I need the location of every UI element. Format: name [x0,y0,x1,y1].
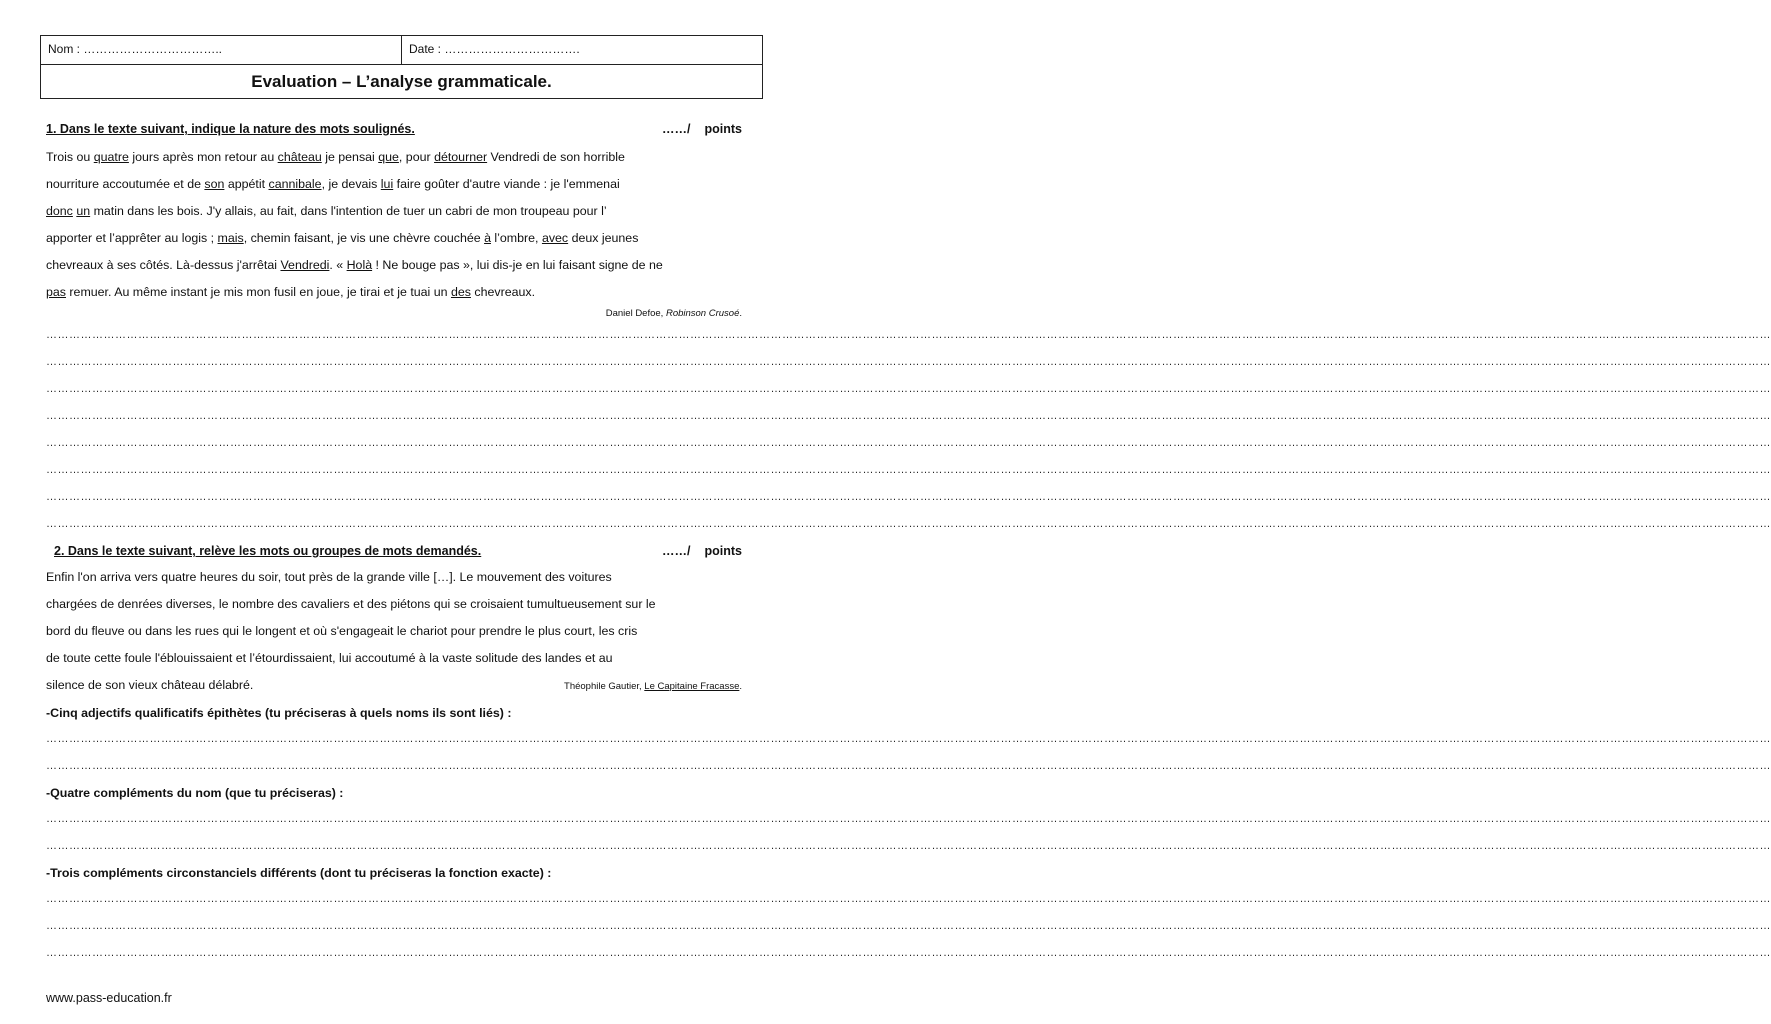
answer-line[interactable]: ……………………………………………………………………………………………………………………………………………………………………………………………………………………………………………………………………………………………………………………………………………………………………………………………………………… [46,329,1771,341]
passage-text: . « [329,258,347,272]
page-title: Evaluation – L’analyse grammaticale. [251,72,552,91]
passage-text: , pour [398,150,435,164]
question-1 [46,122,1771,538]
passage-text: , je devais [321,177,381,191]
underlined-word: cannibale [268,177,322,191]
underlined-word: lui [380,177,394,191]
passage-text: Trois ou [46,150,94,164]
passage-line: bord du fleuve ou dans les rues qui le longent et où s'engageait le chariot pour prendre le plus court, les cris [46,624,638,638]
answer-line[interactable]: ……………………………………………………………………………………………………………………………………………………………………………………………………………………………………………………………………………………………………………………………………………………………………………………………………………… [46,840,1771,852]
passage-text: Vendredi de son horrible [487,150,625,164]
passage-text: ! Ne bouge pas », lui dis-je en lui faisant signe de ne [372,258,663,272]
source-end: . [739,681,742,692]
passage-text: appétit [224,177,269,191]
question-1-answer-lines [46,322,1771,538]
name-date-row [41,36,762,65]
points-label: points [704,122,742,136]
name-field: Nom : …………………………….. [48,42,223,56]
question-1-points [648,122,742,142]
subquestion-label: -Cinq adjectifs qualificatifs épithètes (tu préciseras à quels noms ils sont liés) : [46,706,512,720]
points-blank: ……/ [662,122,691,136]
underlined-word: des [450,285,471,299]
passage-line [46,252,742,279]
question-2-instruction: 2. Dans le texte suivant, relève les mots ou groupes de mots demandés. [54,544,482,558]
passage-text: chevreaux à ses côtés. Là-dessus j'arrêtai [46,258,281,272]
answer-line[interactable]: ……………………………………………………………………………………………………………………………………………………………………………………………………………………………………………………………………………………………………………………………………………………………………………………………………………… [46,893,1771,905]
underlined-word: un [76,204,91,218]
source-author: Daniel Defoe, [605,308,666,319]
points-label: points [704,544,742,558]
answer-line[interactable]: ……………………………………………………………………………………………………………………………………………………………………………………………………………………………………………………………………………………………………………………………………………………………………………………………………………… [46,491,1771,503]
passage-text: faire goûter d'autre viande : je l'emmenai [393,177,620,191]
passage-text: , chemin faisant, je vis une chèvre couchée [243,231,485,245]
underlined-word: pas [46,285,66,299]
underlined-word: mais [217,231,244,245]
passage-line [46,144,742,171]
answer-line[interactable]: ……………………………………………………………………………………………………………………………………………………………………………………………………………………………………………………………………………………………………………………………………………………………………………………………………………… [46,464,1771,476]
underlined-word: que [378,150,399,164]
underlined-word: à [484,231,491,245]
passage-line [46,279,742,306]
answer-line[interactable]: ……………………………………………………………………………………………………………………………………………………………………………………………………………………………………………………………………………………………………………………………………………………………………………………………………………… [46,920,1771,932]
passage-line [46,198,742,225]
underlined-word: avec [541,231,569,245]
passage-text: je pensai [321,150,379,164]
passage-text: chevreaux. [470,285,536,299]
answer-line[interactable]: ……………………………………………………………………………………………………………………………………………………………………………………………………………………………………………………………………………………………………………………………………………………………………………………………………………… [46,813,1771,825]
passage-text: l’ombre, [490,231,542,245]
source-work: Robinson Crusoé [665,308,740,319]
underlined-word: détourner [434,150,488,164]
passage-line [46,225,742,252]
points-blank: ……/ [662,544,691,558]
question-2-passage [46,564,742,672]
source-author: Théophile Gautier, [564,681,645,692]
underlined-word: Vendredi [280,258,330,272]
question-2-points [648,544,742,564]
underlined-word: donc [46,204,73,218]
source-end: . [739,308,742,319]
question-2-source [564,673,742,700]
underlined-word: son [204,177,225,191]
passage-text: deux jeunes [568,231,639,245]
question-2-subquestions [46,700,1771,967]
answer-line[interactable]: ……………………………………………………………………………………………………………………………………………………………………………………………………………………………………………………………………………………………………………………………………………………………………………………………………………… [46,518,1771,530]
question-1-header [46,122,742,142]
answer-line[interactable]: ……………………………………………………………………………………………………………………………………………………………………………………………………………………………………………………………………………………………………………………………………………………………………………………………………………… [46,760,1771,772]
passage-text: jours après mon retour au [128,150,278,164]
header-box [40,35,763,99]
answer-line[interactable]: ……………………………………………………………………………………………………………………………………………………………………………………………………………………………………………………………………………………………………………………………………………………………………………………………………………… [46,437,1771,449]
passage-line: de toute cette foule l'éblouissaient et l’étourdissaient, lui accoutumé à la vaste solitude des landes et au [46,651,613,665]
question-2-last-line [46,672,742,700]
answer-line[interactable]: ……………………………………………………………………………………………………………………………………………………………………………………………………………………………………………………………………………………………………………………………………………………………………………………………………………… [46,733,1771,745]
question-1-instruction: 1. Dans le texte suivant, indique la nature des mots soulignés. [46,122,415,136]
underlined-word: Holà [346,258,373,272]
passage-text: remuer. Au même instant je mis mon fusil en joue, je tirai et je tuai un [65,285,451,299]
source-work: Le Capitaine Fracasse [644,681,740,692]
question-2 [46,544,1771,967]
passage-line [46,171,742,198]
passage-text: matin dans les bois. J'y allais, au fait, dans l'intention de tuer un cabri de mon troupeau pour l’ [90,204,607,218]
footer-url: www.pass-education.fr [46,991,172,1005]
underlined-word: quatre [93,150,129,164]
question-1-source [46,306,742,322]
passage-text: apporter et l’apprêter au logis ; [46,231,218,245]
answer-line[interactable]: ……………………………………………………………………………………………………………………………………………………………………………………………………………………………………………………………………………………………………………………………………………………………………………………………………………… [46,947,1771,959]
question-1-passage [46,144,742,306]
subquestion-label: -Quatre compléments du nom (que tu préciseras) : [46,786,344,800]
passage-text: nourriture accoutumée et de [46,177,205,191]
date-field: Date : ……………………………. [401,36,762,64]
passage-line: Enfin l'on arriva vers quatre heures du soir, tout près de la grande ville […]. Le mouvement des voitures [46,570,612,584]
answer-line[interactable]: ……………………………………………………………………………………………………………………………………………………………………………………………………………………………………………………………………………………………………………………………………………………………………………………………………………… [46,410,1771,422]
answer-line[interactable]: ……………………………………………………………………………………………………………………………………………………………………………………………………………………………………………………………………………………………………………………………………………………………………………………………………………… [46,383,1771,395]
passage-last-line: silence de son vieux château délabré. [46,678,254,692]
passage-line: chargées de denrées diverses, le nombre des cavaliers et des piétons qui se croisaient tumultueusement sur le [46,597,656,611]
subquestion-label: -Trois compléments circonstanciels différents (dont tu préciseras la fonction exacte) : [46,866,552,880]
question-2-header [46,544,742,564]
underlined-word: château [277,150,322,164]
answer-line[interactable]: ……………………………………………………………………………………………………………………………………………………………………………………………………………………………………………………………………………………………………………………………………………………………………………………………………………… [46,356,1771,368]
